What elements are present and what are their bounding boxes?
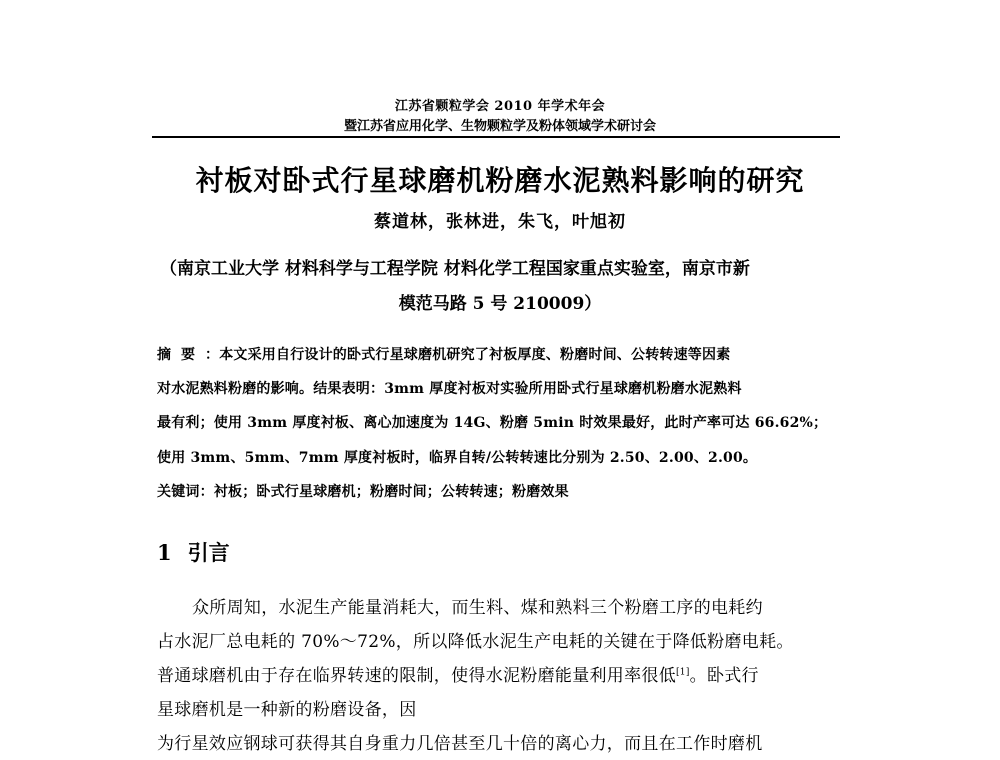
body-line3 bbox=[157, 661, 759, 686]
abstract-line3: 最有利；使用 3mm 厚度衬板、离心加速度为 14G、粉磨 5min 时效果最好，此时产率可达 66.62%； bbox=[157, 415, 828, 431]
abstract-line4: 使用 3mm、5mm、7mm 厚度衬板时，临界自转/公转转速比分别为 2.50、2.00、2.00。 bbox=[157, 450, 758, 466]
body-line3-text-b: 。卧式行 bbox=[689, 666, 759, 686]
abstract-line1 bbox=[157, 344, 730, 364]
keywords-label: 关键词： bbox=[157, 484, 214, 500]
abstract-line2: 对水泥熟料粉磨的影响。结果表明：3mm 厚度衬板对实验所用卧式行星球磨机粉磨水泥熟料 bbox=[157, 381, 742, 397]
body-line4: 星球磨机是一种新的粉磨设备，因 bbox=[157, 700, 417, 720]
paper-title: 衬板对卧式行星球磨机粉磨水泥熟料影响的研究 bbox=[195, 164, 805, 197]
section-title: 引言 bbox=[187, 540, 230, 565]
header-divider bbox=[152, 136, 840, 138]
affiliation-line1: （南京工业大学 材料科学与工程学院 材料化学工程国家重点实验室，南京市新 bbox=[160, 259, 750, 279]
body-line5: 为行星效应钢球可获得其自身重力几倍甚至几十倍的离心力，而且在工作时磨机 bbox=[157, 734, 763, 754]
author-list: 蔡道林，张林进，朱飞，叶旭初 bbox=[374, 212, 626, 232]
body-line1: 众所周知，水泥生产能量消耗大，而生料、煤和熟料三个粉磨工序的电耗约 bbox=[192, 598, 763, 618]
section-number: 1 bbox=[157, 540, 172, 565]
keywords-line bbox=[157, 481, 569, 501]
abstract-label: 摘要 bbox=[157, 347, 205, 363]
keywords-text: 衬板；卧式行星球磨机；粉磨时间；公转转速；粉磨效果 bbox=[213, 484, 569, 500]
body-line3-text-a: 普通球磨机由于存在临界转速的限制，使得水泥粉磨能量利用率很低 bbox=[157, 666, 676, 686]
conference-header-line1: 江苏省颗粒学会 2010 年学术年会 bbox=[394, 99, 606, 114]
conference-header-line2: 暨江苏省应用化学、生物颗粒学及粉体领域学术研讨会 bbox=[343, 119, 656, 134]
reference-citation[interactable]: [1] bbox=[676, 667, 690, 678]
body-line2: 占水泥厂总电耗的 70%～72%，所以降低水泥生产电耗的关键在于降低粉磨电耗。 bbox=[157, 632, 794, 652]
abstract-text-line1: ：本文采用自行设计的卧式行星球磨机研究了衬板厚度、粉磨时间、公转转速等因素 bbox=[205, 347, 731, 363]
affiliation-line2: 模范马路 5 号 210009） bbox=[398, 294, 602, 314]
section-heading-introduction bbox=[157, 537, 230, 567]
